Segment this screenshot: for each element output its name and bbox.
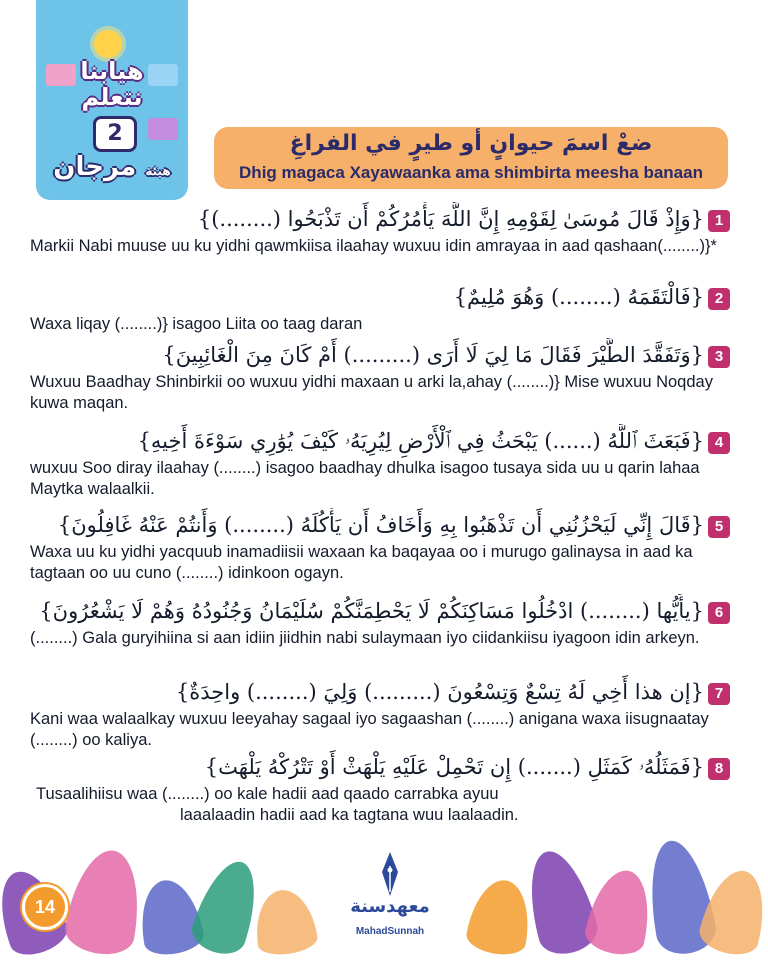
arabic-verse: 4{فَبَعَثَ ٱللَّهُ (......) يَبْحَثُ فِي ٱلْأَرْضِ لِيُرِيَهُۥ كَيْفَ يُوَٰرِي سَوْءَةَ أَخِيهِ} — [30, 424, 730, 458]
item-number: 2 — [708, 288, 730, 310]
item-number: 7 — [708, 683, 730, 705]
level-number: 2 — [93, 116, 137, 152]
item-number: 5 — [708, 516, 730, 538]
arabic-verse: 2{فَالْتَقَمَهُ (........) وَهُوَ مُلِيمٌ} — [30, 280, 730, 314]
leaf-shape — [187, 854, 268, 960]
arabic-verse: 6{يأَيُّها (........) ادْخُلُوا مَسَاكِنَكُمْ لَا يَحْطِمَنَّكُمْ سُلَيْمَانُ وَجُنُودُهُ وَهُمْ لَا يَشْعُرُونَ} — [30, 594, 730, 628]
leaf-shape — [251, 886, 319, 958]
item-number: 6 — [708, 602, 730, 624]
somali-translation: Markii Nabi muuse uu ku yidhi qawmkiisa ilaahay wuxuu idin amrayaa in aad qashaan(........)}* — [30, 237, 717, 255]
somali-translation: Kani waa walaalkay wuxuu leeyahay sagaal iyo sagaashan (........) anigana waxa iisugnaatay (........) oo kaliya. — [30, 710, 709, 749]
leaf-shape — [582, 865, 658, 960]
item-number: 3 — [708, 346, 730, 368]
arabic-verse: 5{قَالَ إِنِّي لَيَحْزُنُنِي أَن تَذْهَبُوا بِهِ وَأَخَافُ أَن يَأْكُلَهُ (........) وَأَنتُمْ عَنْهُ غَافِلُونَ} — [30, 508, 730, 542]
mahadsunnah-logo — [340, 850, 440, 950]
page-number: 14 — [22, 884, 68, 930]
exercise-item-5 — [30, 508, 730, 584]
somali-translation: (........) Gala guryihiina si aan idiin jiidhin nabi sulaymaan iyo ciidankiisu iyagoon idin arkeyn. — [30, 629, 700, 647]
somali-translation: Waxa liqay (........)} isagoo Liita oo taag daran — [30, 315, 363, 333]
item-number: 1 — [708, 210, 730, 232]
pen-nib-icon — [380, 852, 400, 896]
somali-translation: wuxuu Soo diray ilaahay (........) isagoo baadhay dhulka isagoo tusaya sida uu u qarin lahaa Maytka walaalkii. — [30, 459, 700, 498]
exercise-item-8 — [30, 750, 730, 826]
leaf-shape — [464, 875, 536, 958]
book-icon — [148, 118, 178, 140]
instruction-banner — [214, 127, 728, 189]
item-number: 8 — [708, 758, 730, 780]
exercise-item-1 — [30, 202, 730, 257]
exercise-item-4 — [30, 424, 730, 500]
instruction-arabic: ضعْ اسمَ حيوانٍ أو طيرٍ في الفراغِ — [289, 131, 653, 156]
instruction-somali: Dhig magaca Xayawaanka ama shimbirta meesha banaan — [239, 163, 703, 182]
arabic-verse: 1{وَإِذْ قَالَ مُوسَىٰ لِقَوْمِهِ إِنَّ اللَّهَ يَأْمُرُكُمْ أَن تَذْبَحُوا (........)} — [30, 202, 730, 236]
leaf-shape — [62, 845, 149, 960]
series-title: هيابنا نتعلم — [80, 57, 144, 111]
arabic-verse: 8{فَمَثَلُهُۥ كَمَثَلِ (.......) إِن تَحْمِلْ عَلَيْهِ يَلْهَثْ أَوْ تَتْرُكْهُ يَلْهَث} — [30, 750, 730, 784]
somali-translation-line-2: laaalaadin hadii aad ka tagtana wuu laalaadin. — [180, 806, 519, 824]
somali-translation-line-1: Tusaalihiisu waa (........) oo kale hadii aad qaado carrabka ayuu — [36, 785, 499, 803]
exercise-item-6 — [30, 594, 730, 649]
item-number: 4 — [708, 432, 730, 454]
series-badge — [36, 0, 188, 200]
arabic-verse: 7{إن هذا أَخِي لَهُ تِسْعٌ وَتِسْعُونَ (.........) وَلِيَ (........) واحِدَةٌ} — [30, 675, 730, 709]
logo-arabic: معهدسنة — [350, 896, 430, 917]
lightbulb-icon — [94, 30, 122, 58]
exercise-item-2 — [30, 280, 730, 335]
brand-logo: هيئة مرجان — [53, 152, 171, 182]
somali-translation: Wuxuu Baadhay Shinbirkii oo wuxuu yidhi maxaan u arki la,ahay (........)} Mise wuxuu Noqday kuwa maqan. — [30, 373, 713, 412]
somali-translation: Waxa uu ku yidhi yacquub inamadiisii waxaan ka baqayaa oo i murugo galinaysa in aad ka tagtaan oo uu cuno (........) idinkoon ogayn. — [30, 543, 693, 582]
exercise-item-7 — [30, 675, 730, 751]
exercise-item-3 — [30, 338, 730, 414]
arabic-verse: 3{وَتَفَقَّدَ الطَّيْرَ فَقَالَ مَا لِيَ لَا أَرَى (.........) أَمْ كَانَ مِنَ الْغَائِبِينَ} — [30, 338, 730, 372]
logo-latin: MahadSunnah — [355, 926, 425, 937]
